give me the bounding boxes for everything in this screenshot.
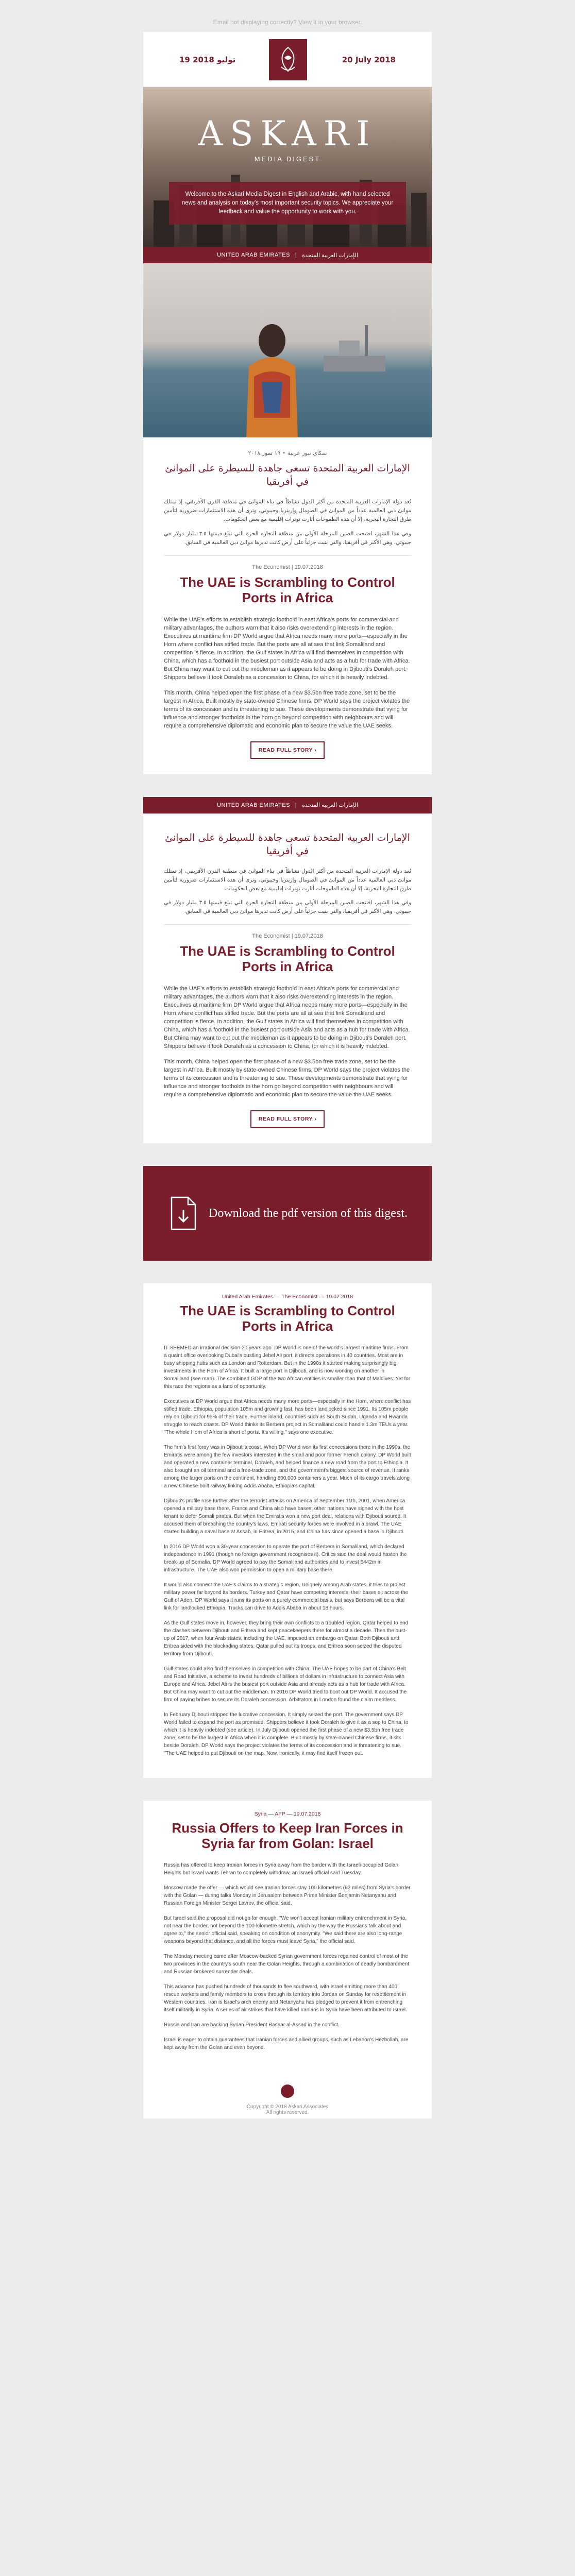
paragraph: Russia and Iran are backing Syrian President Bashar al-Assad in the conflict. bbox=[164, 2022, 340, 2028]
read-full-story-label: READ FULL STORY bbox=[258, 747, 313, 753]
rights: All rights reserved. bbox=[266, 2110, 309, 2115]
full-article-uae bbox=[143, 1283, 432, 1778]
date-english: 20 July 2018 bbox=[342, 55, 396, 64]
download-pdf-label: Download the pdf version of this digest. bbox=[209, 1207, 408, 1220]
pdf-download-icon bbox=[167, 1195, 198, 1231]
read-full-story-button[interactable] bbox=[250, 741, 325, 759]
full-article-syria bbox=[143, 1801, 432, 2072]
section-bar-uae-2 bbox=[143, 797, 432, 814]
article-uae-2 bbox=[143, 814, 432, 1144]
hero-subtitle: MEDIA DIGEST bbox=[254, 155, 321, 163]
spacer bbox=[143, 1778, 432, 1801]
spacer bbox=[143, 774, 432, 797]
paragraph: This advance has pushed hundreds of thousands to flee southward, with Israel emitting more than 400 rescue workers and family members to cross through its territory into Jordan on Sunday for resettlement in Western countries. Iran is Israel's arch enemy and Netanyahu has pledged to prevent it from entrenching itself militarily in Syria. A series of air strikes that have killed Iranians in Syria have been attributed to Israel. bbox=[164, 1984, 407, 2013]
article-title-ar: الإمارات العربية المتحدة تسعى جاهدة للسيطرة على الموانئ في أفريقيا bbox=[165, 463, 410, 487]
divider bbox=[164, 924, 411, 925]
article-body-en: This month, China helped open the first phase of a new $3.5bn free trade zone, set to be the largest in Africa. Built mostly by state-owned Chinese firms, DP World says the project violates the terms of its concession and is threatening to sue. These developments demonstrate that vying for influence and stronger footholds in the horn go beyond competition with neighbours and will require a comprehensive diplomatic and economic plan to secure the value the UAE seeks. bbox=[164, 1059, 410, 1098]
divider bbox=[164, 555, 411, 556]
spacer bbox=[143, 1143, 432, 1166]
full-article-title: The UAE is Scrambling to Control Ports in Africa bbox=[180, 1303, 395, 1334]
askari-logo bbox=[269, 39, 307, 80]
paragraph: The firm's first foray was in Djibouti's coast. When DP World won its first concessions there in the 1990s, the Emiratis were among the few investors interested in the small and poor former French colony. DP World built and operated a new container terminal, Doraleh, and helped finance a new road from the port to Ethiopia. It also brought an oil terminal and a free-trade zone, and the government's biggest source of revenue. It ranks among the larger ports on the continent, handling 800,000 containers a year. Much of its cargo travels along a new Chinese-built railway linking Addis Ababa, Ethiopia's capital. bbox=[164, 1445, 411, 1489]
hero-banner bbox=[143, 87, 432, 247]
paragraph: In 2016 DP World won a 30-year concession to operate the port of Berbera in Somaliland, which declared independence in 1991 (though no foreign government recognises it). Critics said the deal would hasten the break-up of Somalia. DP World agreed to pay the Somaliland authorities and to invest $442m in infrastructure. The UAE also won permission to open a military base there. bbox=[164, 1544, 407, 1573]
paragraph: Moscow made the offer — which would see Iranian forces stay 100 kilometres (62 miles) from Syria's border with the Golan — during talks Monday in Jerusalem between Prime Minister Benjamin Netanyahu and Russian Foreign Minister Sergei Lavrov, the official said. bbox=[164, 1885, 411, 1906]
section-label-ar: الإمارات العربية المتحدة bbox=[302, 252, 358, 259]
chevron-right-icon: › bbox=[314, 747, 317, 753]
article-body-ar: وفي هذا الشهر، افتتحت الصين المرحلة الأولى من منطقة التجارة الحرة التي تبلغ قيمتها ٣.٥ مليار دولار في جيبوتي، وهي الأكبر في أفريقيا، والتي بنيت جزئياً على أرض كانت تديرها موانئ دبي العالمية في السابق. bbox=[164, 530, 411, 546]
article-source-en: The Economist | 19.07.2018 bbox=[252, 564, 323, 570]
paragraph: It would also connect the UAE's claims to a strategic region. Uniquely among Arab states, it tries to project military power far beyond its borders. Turkey and Qatar have competing interests; their bases sit across the Gulf of Aden. DP World says it runs its ports on a purely commercial basis, but says Berbera will be a vital link for landlocked Ethiopia. Trucks can drive to Addis Ababa in about 18 hours. bbox=[164, 1582, 409, 1611]
paragraph: IT SEEMED an irrational decision 20 years ago. DP World is one of the world's largest maritime firms. From a quaint office overlooking Dubai's bustling Jebel Ali port, it directs operations in 40 countries. Most are in busy shipping hubs such as London and Rotterdam. But in the 1990s it started making surprisingly big investments in the Horn of Africa. It built a large port in Djibouti, and is now working on another in Somaliland (see map). The combined GDP of the two African entities is smaller than that of Maldives. Yet for this race the regions as a land of opportunity. bbox=[164, 1345, 411, 1389]
article-body-en: While the UAE's efforts to establish strategic foothold in east Africa's ports for commercial and military advantages, the authors warn that it also risks overextending interests in the region. Executives at maritime firm DP World argue that Africa needs many more ports—especially in the Horn where conflict has stifled trade. But the ports are all at sea that link Somaliland and competition is fierce. In addition, the Gulf states in Africa will find themselves in competition with China, which has a foothold in the busiest port outside Asia and acts as a hub for trade with Africa. But China may want to cut out the middleman as it appears to be doing in Djibouti's Doraleh port. Shippers believe it took Doraleh as a concession to China, for which it is heavily indebted. bbox=[164, 986, 410, 1049]
article-title-ar: الإمارات العربية المتحدة تسعى جاهدة للسيطرة على الموانئ في أفريقيا bbox=[165, 832, 410, 857]
section-label-en: UNITED ARAB EMIRATES bbox=[217, 802, 290, 808]
paragraph: The Monday meeting came after Moscow-backed Syrian government forces regained control of most of the two provinces in the country's south near the Golan Heights, through a combination of deadly bombardment and Russian-brokered surrender deals. bbox=[164, 1954, 410, 1975]
view-in-browser-link[interactable]: View it in your browser. bbox=[298, 19, 362, 26]
paragraph: Russia has offered to keep Iranian forces in Syria away from the border with the Israeli-occupied Golan Heights but Israel wants Tehran to completely withdraw, an Israeli official said Tuesday. bbox=[164, 1862, 399, 1876]
paragraph: As the Gulf states move in, however, they bring their own conflicts to a troubled region. Qatar helped to end the clashes between Djibouti and Eritrea and kept peacekeepers there for almost a decade. Then the bust-up of 2017, when four Arab states, including the UAE, imposed an embargo on Qatar. Both Djibouti and Eritrea sided with the blockading states. Qatar pulled out its troops, and Eritrea soon seized the disputed territory from Djibouti. bbox=[164, 1620, 409, 1657]
paragraph: Executives at DP World argue that Africa needs many more ports—especially in the Horn, where conflict has stifled trade. Ethiopia, population 105m and growing fast, has been landlocked since 1991. Its 105m people rely on Djibouti for 95% of their trade. Further inland, countries such as South Sudan, Uganda and Rwanda struggle to reach coasts. DP World thinks its Berbera project in Somaliland could handle 1.3m TEUs a year. "The whole Horn of Africa is short of ports. It's willing," says one executive. bbox=[164, 1399, 411, 1435]
section-bar-uae bbox=[143, 247, 432, 263]
paragraph: Israel is eager to obtain guarantees that Iranian forces and allied groups, such as Lebanon's Hezbollah, are kept away from the Golan and even beyond. bbox=[164, 2037, 409, 2050]
read-full-story-button[interactable] bbox=[250, 1110, 325, 1128]
article-title-en: The UAE is Scrambling to Control Ports in Africa bbox=[180, 574, 395, 605]
intro-message: Welcome to the Askari Media Digest in English and Arabic, with hand selected news and analysis on today's most important security topics. We appreciate your feedback and value the opportunity to work with you. bbox=[169, 182, 406, 225]
full-article-source: Syria — AFP — 19.07.2018 bbox=[254, 1811, 321, 1817]
spacer bbox=[143, 1261, 432, 1283]
full-article-title: Russia Offers to Keep Iran Forces in Syria far from Golan: Israel bbox=[172, 1820, 403, 1851]
article-source-en: The Economist | 19.07.2018 bbox=[252, 933, 323, 939]
paragraph: But Israel said the proposal did not go far enough. "We won't accept Iranian military entrenchment in Syria, not near the border, not beyond the 100-kilometre stretch, which by the way the Russians talk about and agree to," the senior official said, speaking on condition of anonymity. "We said there are also long-range weapons beyond that distance, and all the forces must leave Syria," the official said. bbox=[164, 1916, 407, 1944]
section-separator: | bbox=[295, 802, 297, 808]
paragraph: In February Djibouti stripped the lucrative concession. It simply seized the port. The government says DP World failed to expand the port as promised. Shippers believe it took Doraleh to give it as a sop to China, to which it is heavily indebted (see article). In July Djibouti opened the first phase of a new $3.5bn free trade zone, set to be the largest in Africa when it is complete. Built mostly by state-owned Chinese firms, it sits beside Doraleh. DP World says the project violates the terms of its concession and is threatening to sue. "The UAE helped to put Djibouti on the map. Now, ironically, it may find itself frozen out. bbox=[164, 1712, 409, 1756]
section-label-ar: الإمارات العربية المتحدة bbox=[302, 802, 358, 808]
footer-logo-icon bbox=[281, 2084, 294, 2098]
date-arabic: 19 2018 ﺗﻮﻟﻴﻮ bbox=[179, 55, 236, 64]
full-article-source: United Arab Emirates — The Economist — 19.07.2018 bbox=[222, 1294, 353, 1300]
article-photo bbox=[143, 263, 432, 437]
article-body-ar: تُعد دولة الإمارات العربية المتحدة من أكثر الدول نشاطاً في بناء الموانئ في منطقة القرن الأفريقي، إذ تمتلك موانئ دبي العالمية عدداً من الموانئ في الصومال وإريتريا وجيبوتي، وترى أن هذه الاستثمارات ضرورية لتأمين طرق التجارة البحرية، إلا أن هذه الطموحات أثارت توترات إقليمية مع بعض الحكومات. bbox=[164, 499, 411, 522]
article-body-en: While the UAE's efforts to establish strategic foothold in east Africa's ports for commercial and military advantages, the authors warn that it also risks overextending interests in the region. Executives at maritime firm DP World argue that Africa needs many more ports—especially in the Horn where conflict has stifled trade. But the ports are all at sea that link Somaliland and competition is fierce. In addition, the Gulf states in Africa will find themselves in competition with China, which has a foothold in the busiest port outside Asia and acts as a hub for trade with Africa. But China may want to cut out the middleman as it appears to be doing in Djibouti's Doraleh port. Shippers believe it took Doraleh as a concession to China, for which it is heavily indebted. bbox=[164, 616, 410, 681]
hero-title: ASKARI bbox=[198, 114, 377, 154]
section-label-en: UNITED ARAB EMIRATES bbox=[217, 252, 290, 258]
email-container bbox=[143, 32, 432, 2119]
preheader-text: Email not displaying correctly? bbox=[213, 19, 297, 26]
article-uae-1 bbox=[143, 437, 432, 774]
preheader bbox=[0, 19, 575, 26]
port-woman-image bbox=[143, 263, 432, 437]
article-body-ar: تُعد دولة الإمارات العربية المتحدة من أكثر الدول نشاطاً في بناء الموانئ في منطقة القرن الأفريقي، إذ تمتلك موانئ دبي العالمية عدداً من الموانئ في الصومال وإريتريا وجيبوتي، وترى أن هذه الاستثمارات ضرورية لتأمين طرق التجارة البحرية، إلا أن هذه الطموحات أثارت توترات إقليمية مع بعض الحكومات. bbox=[164, 868, 411, 892]
chevron-right-icon: › bbox=[314, 1116, 317, 1122]
article-title-en: The UAE is Scrambling to Control Ports in Africa bbox=[180, 943, 395, 974]
read-full-story-label: READ FULL STORY bbox=[258, 1116, 313, 1122]
download-pdf-banner[interactable] bbox=[143, 1166, 432, 1261]
paragraph: Djibouti's profile rose further after the terrorist attacks on America of September 11th, 2001, when America opened a military base there. France and China also have bases; other nations have signed with the host tenant to defer Somali pirates. But when the Emiratis won a new port deal, relations with Djibouti soured. It accused them of breaching the country's laws. Emirati security forces were involved in a brawl. The UAE started building a naval base at Assab, in Eritrea, in 2015, and China has since opened a base in Djibouti. bbox=[164, 1498, 407, 1535]
footer bbox=[143, 2072, 432, 2119]
date-bar bbox=[143, 32, 432, 87]
article-body-ar: وفي هذا الشهر، افتتحت الصين المرحلة الأولى من منطقة التجارة الحرة التي تبلغ قيمتها ٣.٥ مليار دولار في جيبوتي، وهي الأكبر في أفريقيا، والتي بنيت جزئياً على أرض كانت تديرها موانئ دبي العالمية في السابق. bbox=[164, 900, 411, 914]
paragraph: Gulf states could also find themselves in competition with China. The UAE hopes to be part of China's Belt and Road Initiative, a scheme to invest hundreds of billions of dollars in infrastructure to connect Asia with Europe and Africa. Jebel Ali is the busiest port outside Asia and already acts as a hub for trade with Africa. But China may want to cut out the middleman. In 2016 DP World tried to boot out DP World. It accused the firm of paying bribes to secure its Doraleh concession. Arbitrators in London found the claim meritless. bbox=[164, 1666, 407, 1703]
article-date-ar: سكاي نيوز عربية • ١٩ تموز ٢٠١٨ bbox=[248, 450, 327, 456]
copyright: Copyright © 2018 Askari Associates bbox=[246, 2104, 329, 2110]
article-body-en: This month, China helped open the first phase of a new $3.5bn free trade zone, set to be the largest in Africa. Built mostly by state-owned Chinese firms, DP World says the project violates the terms of its concession and is threatening to sue. These developments demonstrate that vying for influence and stronger footholds in the horn go beyond competition with neighbours and will require a comprehensive diplomatic and economic plan to secure the value the UAE seeks. bbox=[164, 689, 410, 729]
section-separator: | bbox=[295, 252, 297, 258]
